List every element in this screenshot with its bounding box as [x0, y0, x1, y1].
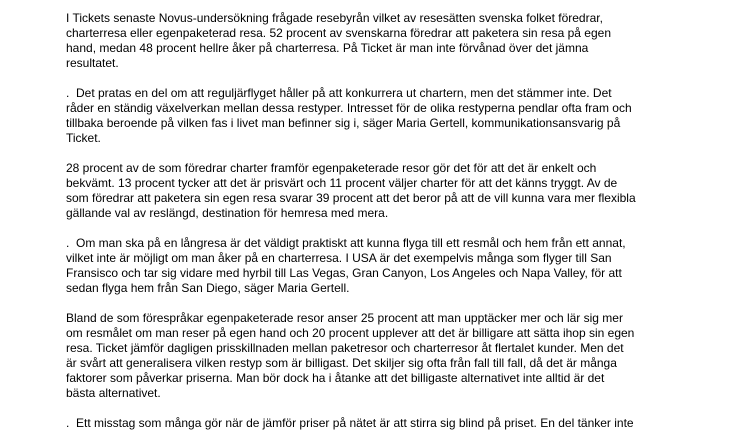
text-line: tillbaka beroende på vilken fas i livet man befinner sig i, säger Maria Gertell, kommunikationsansvarig på [66, 116, 621, 130]
text-line: hand, medan 48 procent hellre åker på charterresa. På Ticket är man inte förvånad över det jämna [66, 41, 589, 55]
text-line: Ticket. [66, 131, 101, 145]
text-line: resa. Ticket jämför dagligen prisskillnaden mellan paketresor och charterresor åt flertalet kunder. Men det [66, 341, 624, 355]
text-line: resultatet. [66, 56, 119, 70]
text-line: 28 procent av de som föredrar charter framför egenpaketerade resor gör det för att det är enkelt och [66, 161, 597, 175]
text-line: . Ett misstag som många gör när de jämför priser på nätet är att stirra sig blind på priset. En del tänker inte [66, 416, 634, 430]
text-line: bästa alternativet. [66, 386, 161, 400]
paragraph-quote-langresa [66, 236, 678, 296]
text-line: . Det pratas en del om att reguljärflyget håller på att konkurrera ut chartern, men det stämmer inte. Det [66, 86, 612, 100]
text-line: charterresa eller egenpaketerad resa. 52 procent av svenskarna föredrar att paketera sin resa på egen [66, 26, 611, 40]
paragraph-quote-reguljarflyg [66, 86, 678, 146]
text-line: är svårt att generalisera vilken restyp som är billigast. Det skiljer sig ofta från fall till fall, då det är många [66, 356, 617, 370]
paragraph-quote-misstag [66, 416, 678, 431]
text-line: . Om man ska på en långresa är det väldigt praktiskt att kunna flyga till ett resmål och hem från ett annat, [66, 236, 626, 250]
paragraph-survey-intro [66, 11, 678, 71]
text-line: bekvämt. 13 procent tycker att det är prisvärt och 11 procent väljer charter för att det känns tryggt. Av de [66, 176, 618, 190]
text-line: om resmålet om man reser på egen hand och 20 procent upplever att det är billigare att sätta ihop sin egen [66, 326, 635, 340]
text-line: faktorer som påverkar priserna. Man bör dock ha i åtanke att det billigaste alternativet inte alltid är det [66, 371, 605, 385]
text-line: som föredrar att paketera sin egen resa svarar 39 procent att det beror på att de vill kunna vara mer flexibla [66, 191, 636, 205]
text-line: Bland de som förespråkar egenpaketerade resor anser 25 procent att man upptäcker mer och lär sig mer [66, 311, 623, 325]
text-line: råder en ständig växelverkan mellan dessa restyper. Intresset för de olika restyperna pendlar ofta fram och [66, 101, 632, 115]
text-line: sedan flyga hem från San Diego, säger Maria Gertell. [66, 281, 350, 295]
paragraph-egenpaketerade-reasons [66, 311, 678, 401]
text-line: Fransisco och tar sig vidare med hyrbil till Las Vegas, Gran Canyon, Los Angeles och Napa Valley, för att [66, 266, 622, 280]
text-line: vilket inte är möjligt om man åker på en charterresa. I USA är det exempelvis många som flyger till San [66, 251, 612, 265]
text-line: I Tickets senaste Novus-undersökning frågade resebyrån vilket av resesätten svenska folket föredrar, [66, 11, 603, 25]
paragraph-charter-reasons [66, 161, 678, 221]
document-body [66, 11, 678, 446]
text-line: gällande val av reslängd, destination för hemresa med mera. [66, 206, 389, 220]
